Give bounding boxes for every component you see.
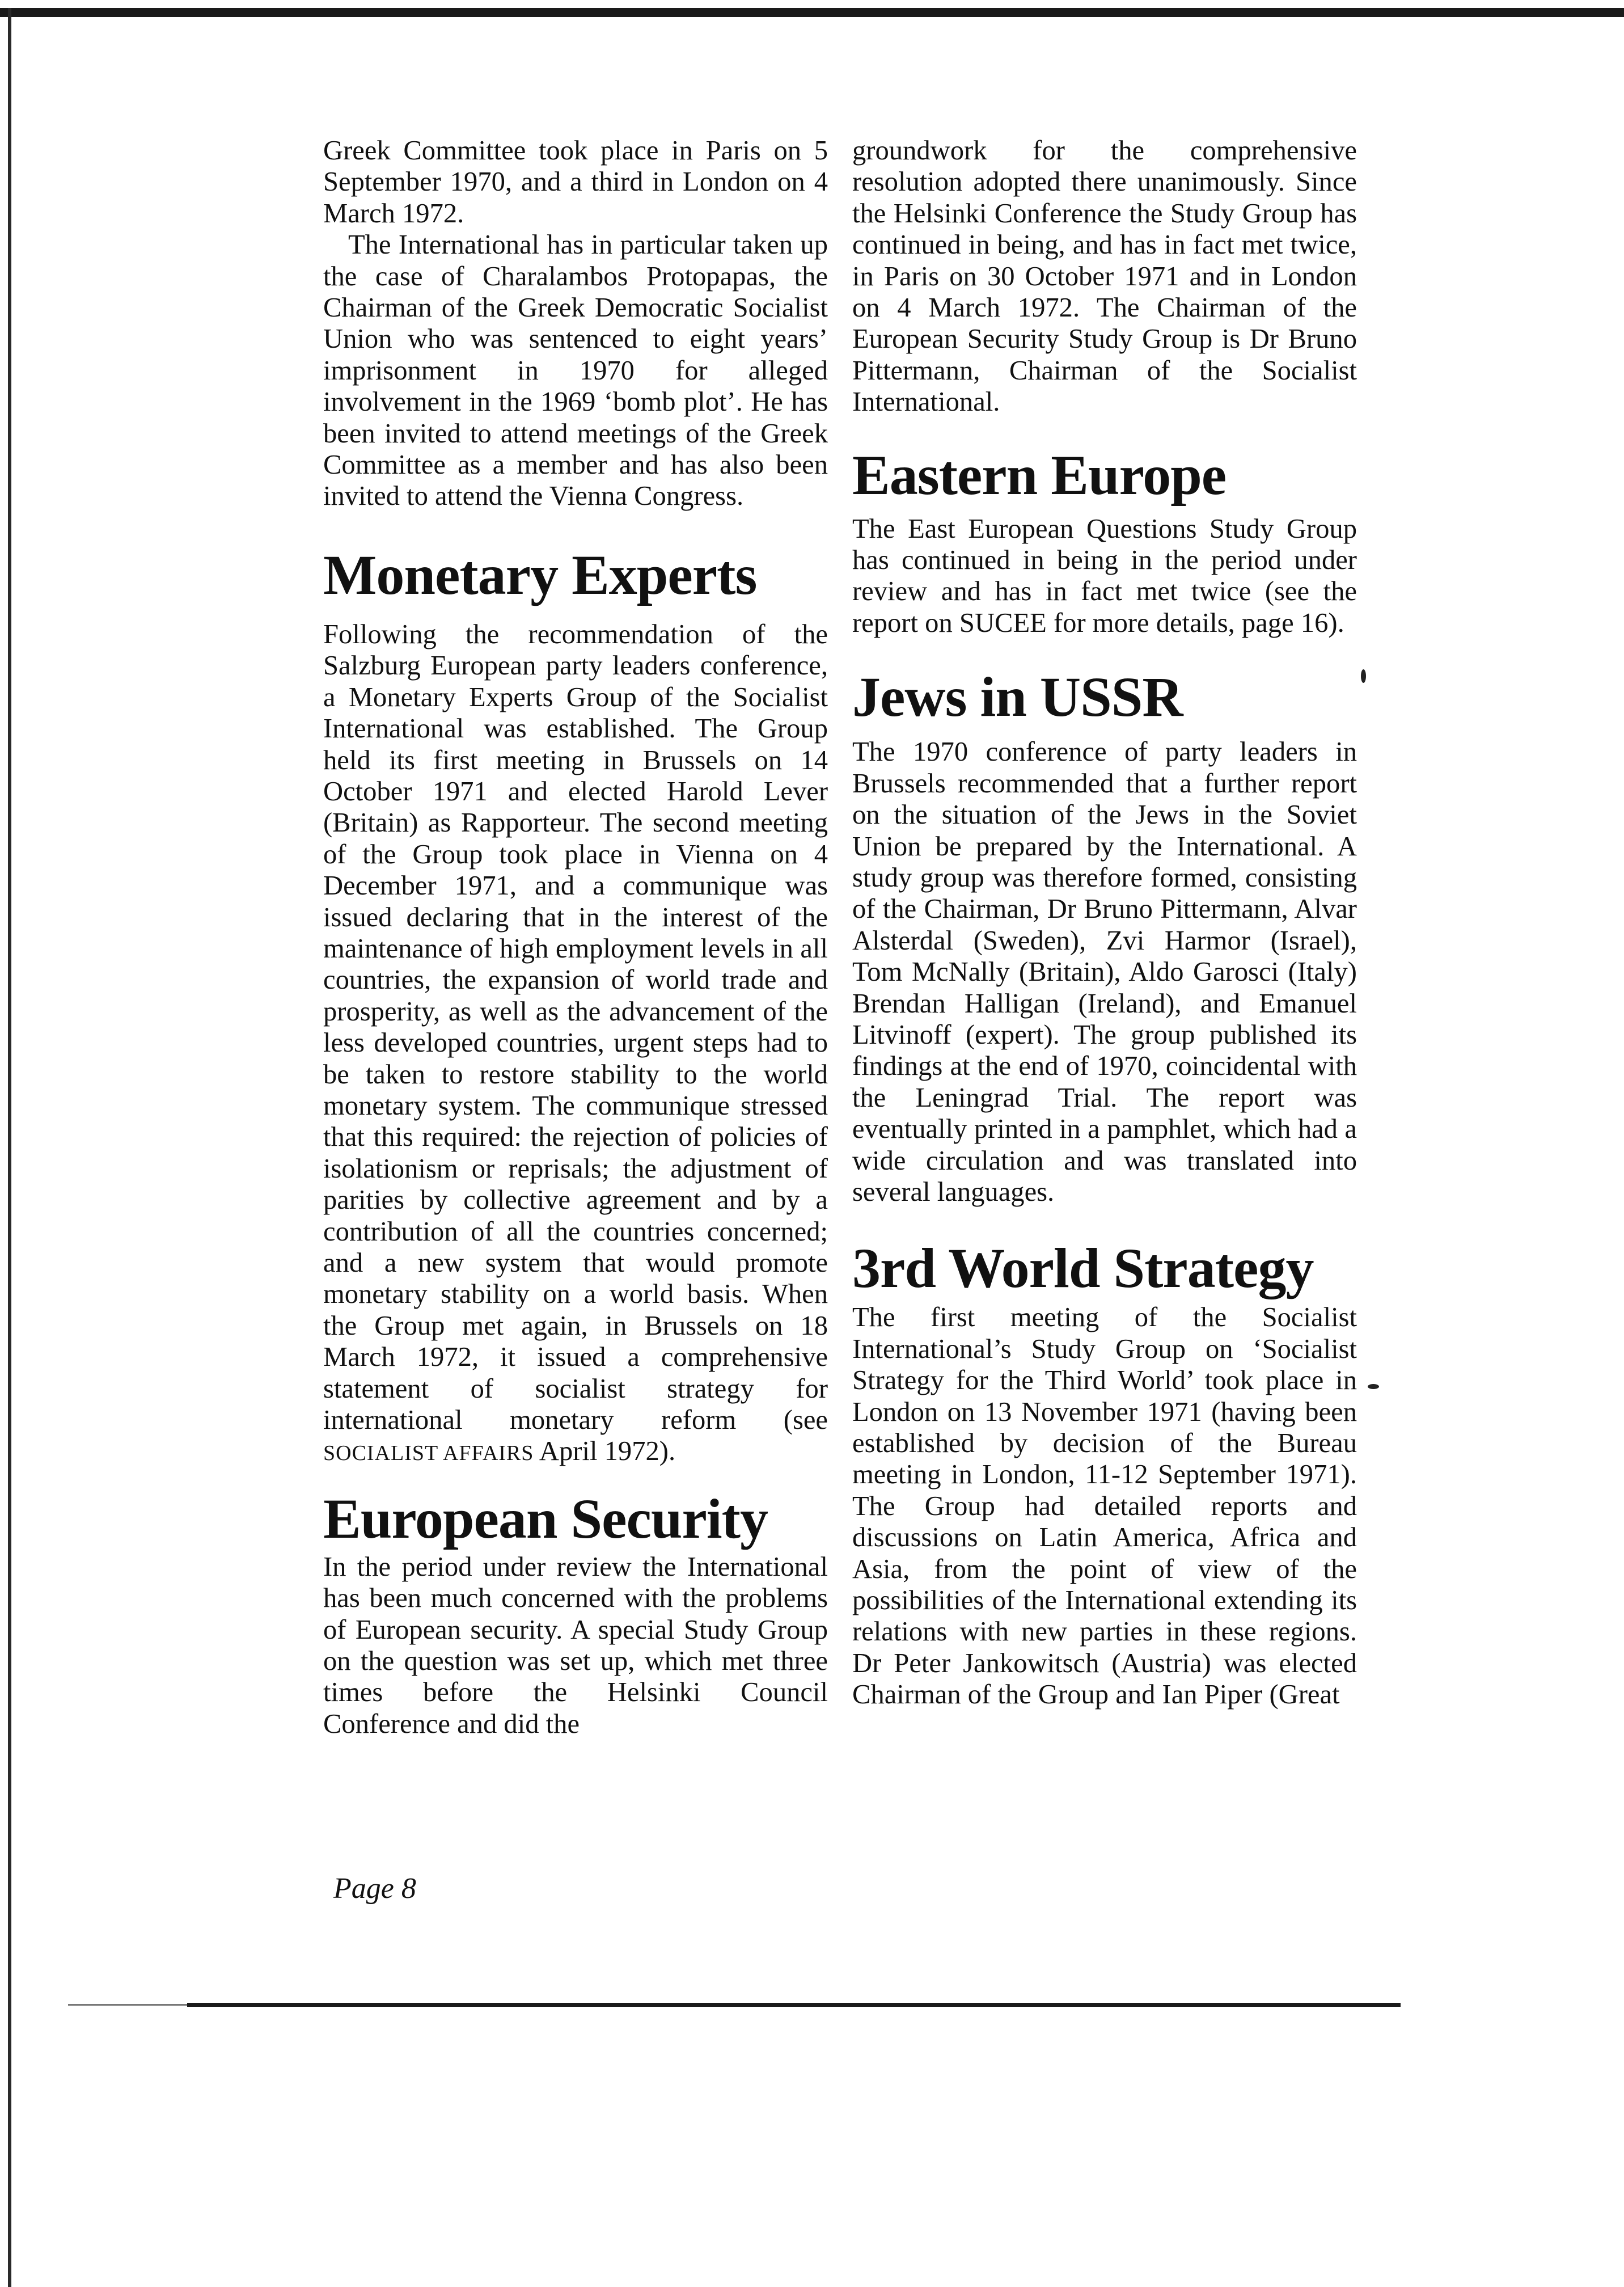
paragraph-european-security: In the period under review the International has been much concerned with the problems of European security. A special Study Group on the question was set up, which met three times before the Helsinki Council Conference and did the bbox=[323, 1551, 828, 1739]
left-column bbox=[323, 135, 828, 1740]
heading-eastern-europe: Eastern Europe bbox=[852, 443, 1227, 507]
paragraph-protopapas: The International has in particular taken up the case of Charalambos Protopapas, the Chairman of the Greek Democratic Socialist Union who was sentenced to eight years’ imprisonment in 1970 for alleged involvement in the 1969 ‘bomb plot’. He has been invited to attend meetings of the Greek Committee as a member and has also been invited to attend the Vienna Congress. bbox=[323, 229, 828, 512]
publication-name: SOCIALIST AFFAIRS bbox=[323, 1441, 534, 1466]
heading-monetary-experts: Monetary Experts bbox=[323, 543, 757, 606]
scan-left-edge bbox=[8, 8, 11, 2287]
monetary-text: Following the recommendation of the Salzburg European party leaders conference, a Monetary Experts Group of the Socialist International was established. The Group held its first meeting in Brussels on 14 October 1971 and elected Harold Lever (Britain) as Rapporteur. The second meeting of the Group took place in Vienna on 4 December 1971, and a communique was issued declaring that in the interest of the maintenance of high employment levels in all countries, the expansion of world trade and prosperity, as well as the advancement of the less developed countries, urgent steps had to be taken to restore stability to the world monetary system. The communique stressed that this required: the rejection of policies of isolationism or reprisals; the adjustment of parities by collective agreement and by a contribution of all the countries concerned; and a new system that would promote monetary stability on a world basis. When the Group met again, in Brussels on 18 March 1972, it issued a comprehensive statement of socialist strategy for international monetary reform (see bbox=[323, 618, 828, 1436]
paragraph-helsinki: groundwork for the comprehensive resolution adopted there unanimously. Since the Helsinki Conference the Study Group has continued in being, and has in fact met twice, in Paris on 30 October 1971 and in London on 4 March 1972. The Chairman of the European Security Study Group is Dr Bruno Pittermann, Chairman of the Socialist International. bbox=[852, 135, 1357, 417]
scan-bottom-edge-faint bbox=[68, 2004, 187, 2006]
right-column bbox=[852, 135, 1357, 1711]
paragraph-monetary-experts bbox=[323, 619, 828, 1470]
paragraph-greek-committee: Greek Committee took place in Paris on 5 September 1970, and a third in London on 4 March 1972. bbox=[323, 135, 828, 229]
paragraph-jews-in-ussr: The 1970 conference of party leaders in Brussels recommended that a further report on the situation of the Jews in the Soviet Union be prepared by the International. A study group was therefore formed, consisting of the Chairman, Dr Bruno Pittermann, Alvar Alsterdal (Sweden), Zvi Harmor (Israel), Tom McNally (Britain), Aldo Garosci (Italy) Brendan Halligan (Ireland), and Emanuel Litvinoff (expert). The group published its findings at the end of 1970, coincidental with the Leningrad Trial. The report was eventually printed in a pamphlet, which had a wide circulation and was translated into several languages. bbox=[852, 736, 1357, 1207]
scan-bottom-edge bbox=[187, 2003, 1401, 2007]
scan-speck bbox=[1361, 669, 1366, 683]
monetary-text-end: April 1972). bbox=[539, 1436, 676, 1467]
scan-top-edge bbox=[0, 8, 1624, 17]
heading-european-security: European Security bbox=[323, 1487, 768, 1550]
scan-speck bbox=[1368, 1384, 1379, 1389]
heading-third-world-strategy: 3rd World Strategy bbox=[852, 1237, 1314, 1300]
paragraph-third-world-strategy: The first meeting of the Socialist International’s Study Group on ‘Socialist Strategy for the Third World’ took place in London on 13 November 1971 (having been established by decision of the Bureau meeting in London, 11-12 September 1971). The Group had detailed reports and discussions on Latin America, Africa and Asia, from the point of view of the possibilities of the International extending its relations with new parties in these regions. Dr Peter Jankowitsch (Austria) was elected Chairman of the Group and Ian Piper (Great bbox=[852, 1302, 1357, 1710]
heading-jews-in-ussr: Jews in USSR bbox=[852, 665, 1183, 729]
page-number: Page 8 bbox=[333, 1872, 416, 1905]
paragraph-eastern-europe: The East European Questions Study Group has continued in being in the period under review and has in fact met twice (see the report on SUCEE for more details, page 16). bbox=[852, 513, 1357, 638]
